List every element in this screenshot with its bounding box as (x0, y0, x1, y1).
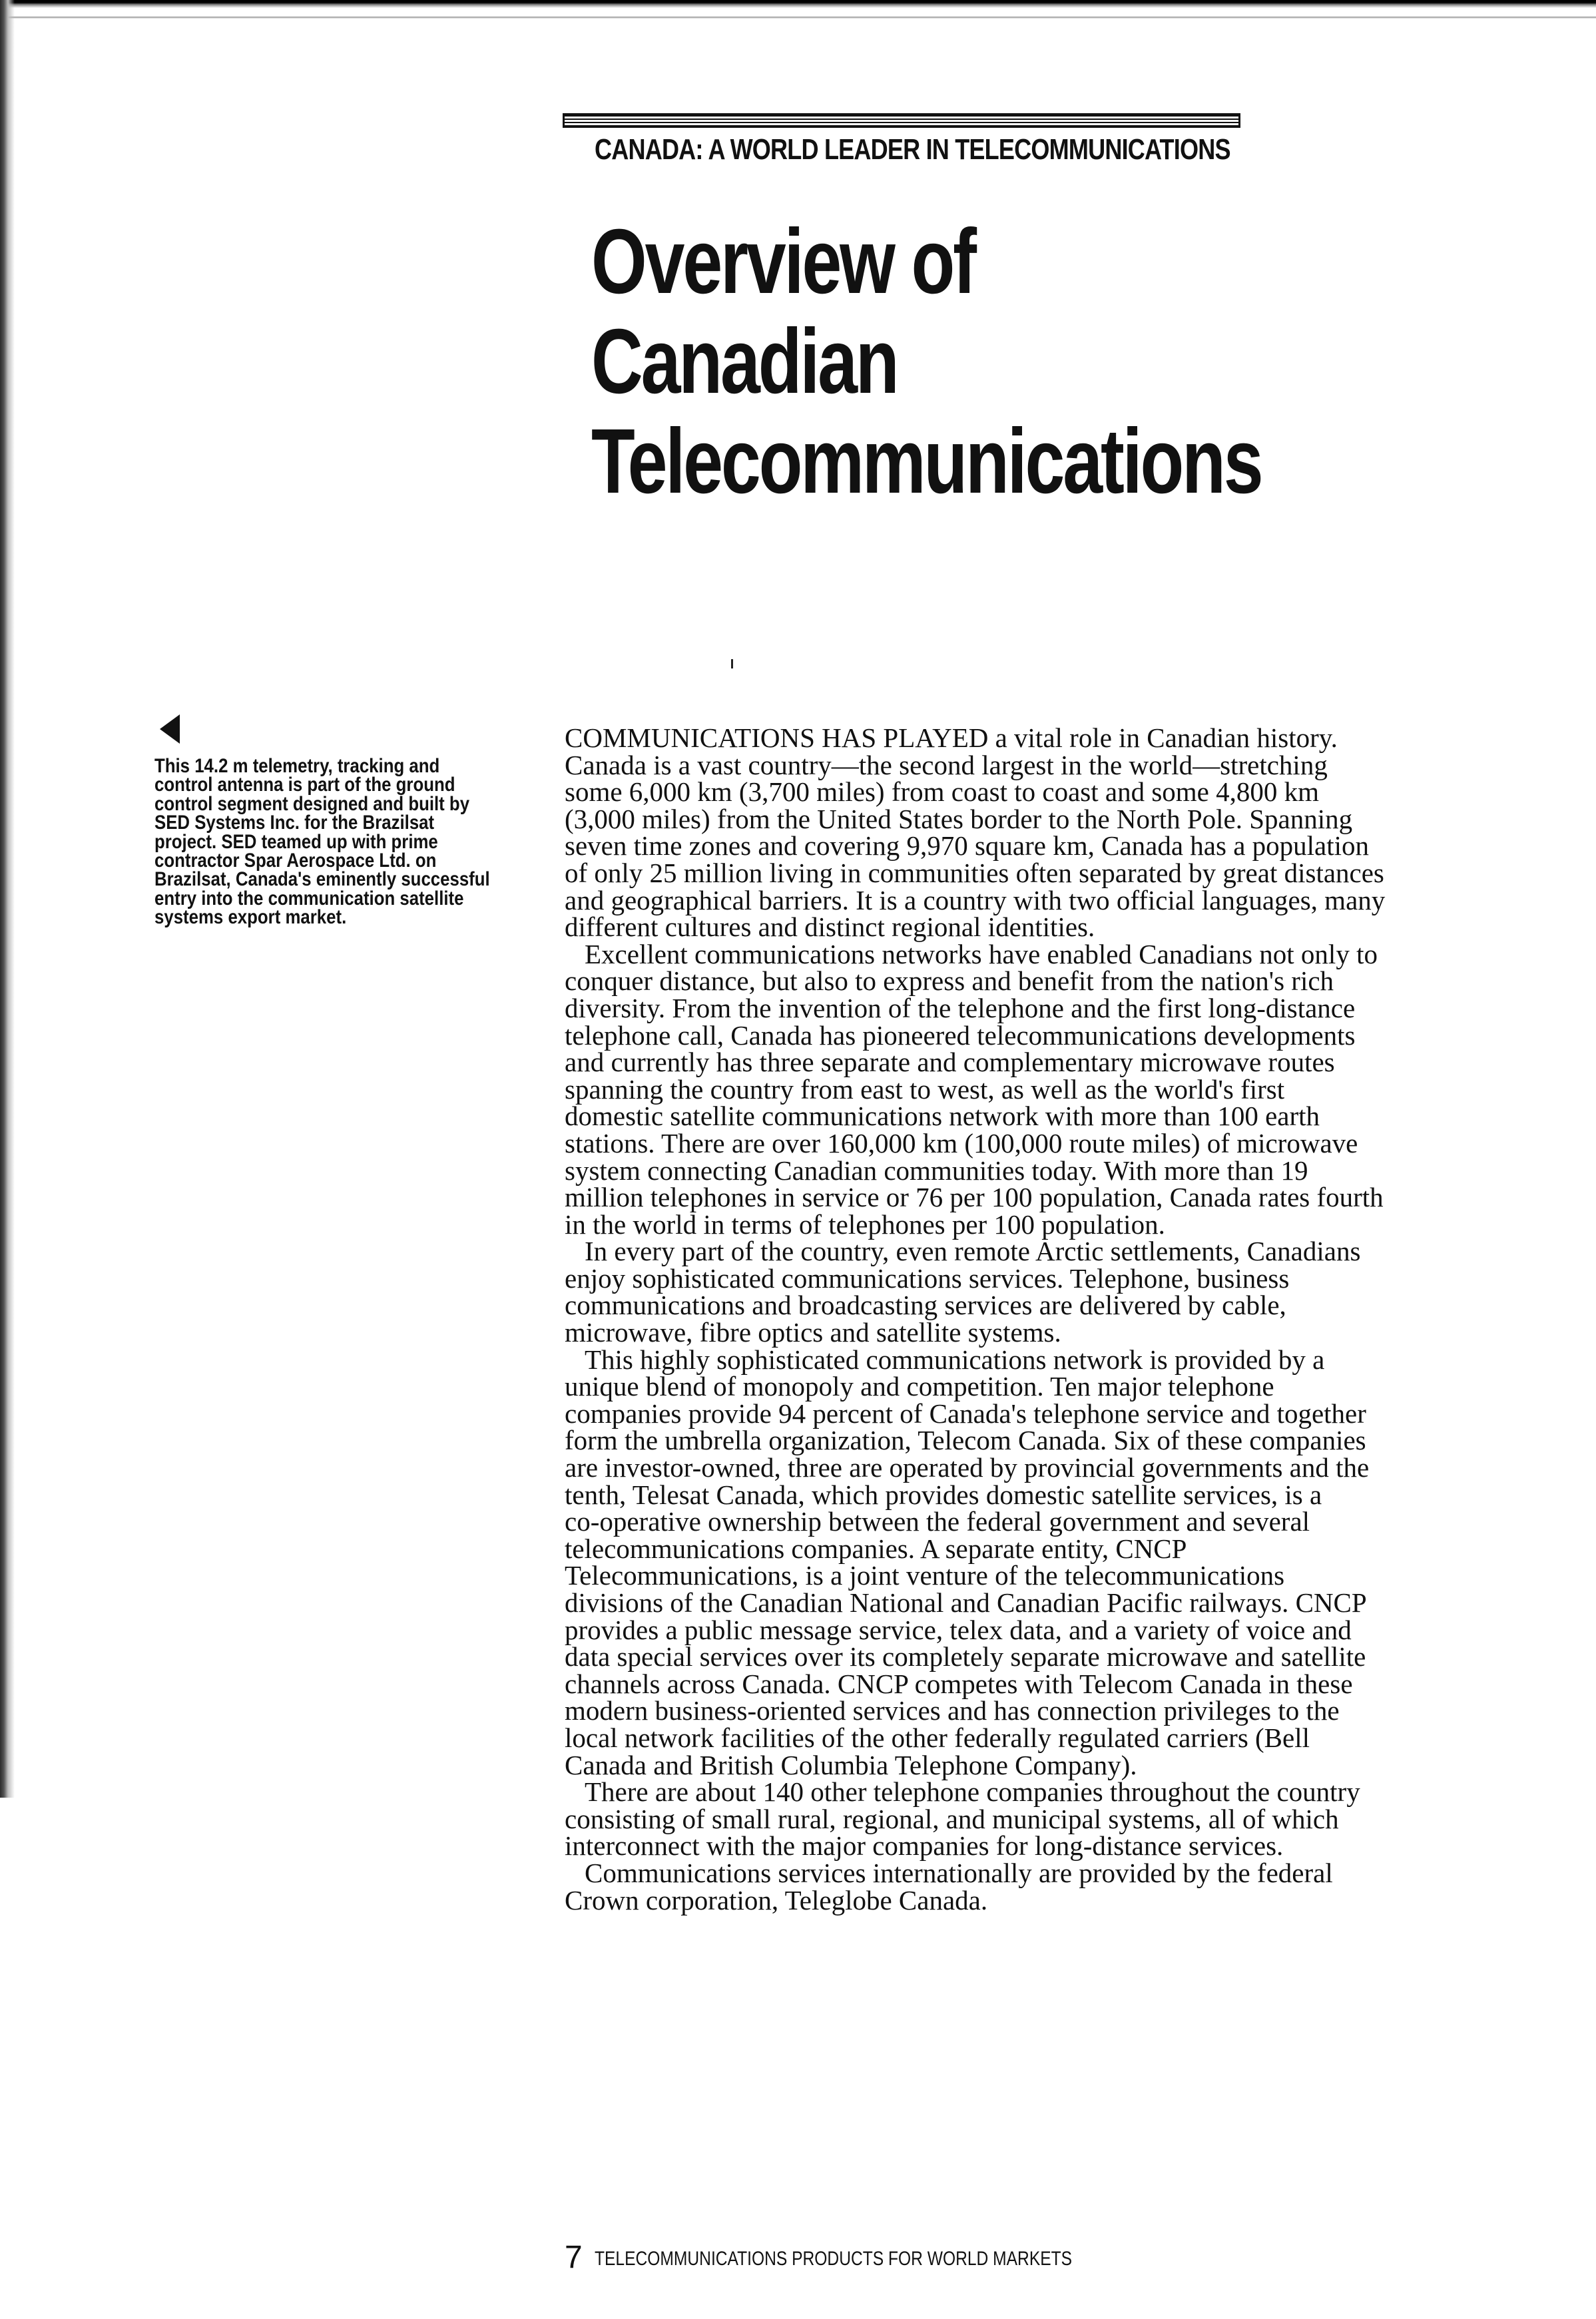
body-line: spanning the country from east to west, as well as the world's first (565, 1073, 1285, 1105)
body-line: conquer distance, but also to express and benefit from the nation's rich (565, 965, 1334, 997)
scan-edge (0, 0, 15, 1798)
body-line: and geographical barriers. It is a country with two official languages, many (565, 884, 1386, 915)
page-number: 7 (565, 2240, 583, 2275)
caption-line: systems export market. (154, 906, 347, 929)
body-line: In every part of the country, even remote Arctic settlements, Canadians (585, 1236, 1361, 1267)
body-line: form the umbrella organization, Telecom Canada. Six of these companies (565, 1425, 1366, 1456)
caption-line: entry into the communication satellite (154, 887, 464, 909)
body-line: system connecting Canadian communities today. With more than 19 (565, 1155, 1308, 1186)
body-line: modern business-oriented services and has connection privileges to the (565, 1695, 1340, 1726)
body-line: of only 25 million living in communities often separated by great distances (565, 857, 1384, 888)
page-title (591, 212, 1262, 511)
body-line: provides a public message service, telex data, and a variety of voice and (565, 1614, 1352, 1645)
caption-line: contractor Spar Aerospace Ltd. on (154, 850, 437, 872)
body-line: unique blend of monopoly and competition. Ten major telephone (565, 1371, 1274, 1402)
footer-text: TELECOMMUNICATIONS PRODUCTS FOR WORLD MARKETS (594, 2248, 1072, 2270)
body-line: Telecommunications, is a joint venture of the telecommunications (565, 1560, 1285, 1591)
body-line: tenth, Telesat Canada, which provides domestic satellite services, is a (565, 1479, 1322, 1510)
title-line: Canadian (591, 310, 898, 413)
body-line: data special services over its completely separate microwave and satellite (565, 1641, 1366, 1673)
photo-caption (154, 757, 549, 927)
body-line: This highly sophisticated communications network is provided by a (585, 1344, 1325, 1375)
body-line: diversity. From the invention of the telephone and the first long-distance (565, 992, 1356, 1023)
body-line: Canada and British Columbia Telephone Company). (565, 1749, 1137, 1780)
stray-mark (731, 659, 733, 668)
body-line: million telephones in service or 76 per 100 population, Canada rates fourth (565, 1182, 1384, 1213)
body-line: are investor-owned, three are operated by provincial governments and the (565, 1452, 1370, 1483)
body-line: telephone call, Canada has pioneered telecommunications developments (565, 1019, 1356, 1051)
body-line: COMMUNICATIONS HAS PLAYED a vital role in Canadian history. (565, 722, 1338, 753)
body-line: Crown corporation, Teleglobe Canada. (565, 1884, 988, 1916)
body-line: local network facilities of the other federally regulated carriers (Bell (565, 1722, 1310, 1753)
caption-line: Brazilsat, Canada's eminently successful (154, 868, 490, 891)
body-line: Excellent communications networks have enabled Canadians not only to (585, 938, 1378, 969)
body-line: different cultures and distinct regional identities. (565, 911, 1095, 943)
title-line: Overview of (591, 210, 975, 313)
caption-line: project. SED teamed up with prime (154, 830, 438, 853)
body-line: enjoy sophisticated communications services. Telephone, business (565, 1262, 1290, 1294)
body-line: Communications services internationally are provided by the federal (585, 1857, 1333, 1888)
body-line: There are about 140 other telephone companies throughout the country (585, 1776, 1360, 1808)
caption-line: This 14.2 m telemetry, tracking and (154, 755, 440, 777)
article-body (565, 724, 1510, 1914)
body-line: channels across Canada. CNCP competes with Telecom Canada in these (565, 1668, 1353, 1699)
body-line: (3,000 miles) from the United States border to the North Pole. Spanning (565, 803, 1353, 834)
body-line: communications and broadcasting services are delivered by cable, (565, 1290, 1286, 1321)
body-line: seven time zones and covering 9,970 square km, Canada has a population (565, 830, 1370, 862)
page-footer (565, 2239, 1177, 2276)
body-line: in the world in terms of telephones per 100 population. (565, 1208, 1165, 1240)
body-line: telecommunications companies. A separate entity, CNCP (565, 1533, 1187, 1564)
body-line: domestic satellite communications network with more than 100 earth (565, 1101, 1320, 1132)
body-line: companies provide 94 percent of Canada's telephone service and together (565, 1398, 1366, 1429)
body-line: divisions of the Canadian National and Canadian Pacific railways. CNCP (565, 1587, 1367, 1618)
caption-line: control segment designed and built by (154, 792, 470, 815)
caption-pointer-icon (160, 714, 180, 744)
body-line: stations. There are over 160,000 km (100,000 route miles) of microwave (565, 1127, 1358, 1159)
body-line: co-operative ownership between the federal government and several (565, 1506, 1310, 1537)
body-line: some 6,000 km (3,700 miles) from coast to coast and some 4,800 km (565, 776, 1320, 808)
body-line: interconnect with the major companies for long-distance services. (565, 1830, 1284, 1862)
top-rule (0, 0, 1596, 19)
body-line: Canada is a vast country—the second largest in the world—stretching (565, 749, 1328, 780)
caption-line: control antenna is part of the ground (154, 774, 455, 796)
body-line: microwave, fibre optics and satellite systems. (565, 1317, 1061, 1348)
body-line: and currently has three separate and complementary microwave routes (565, 1047, 1335, 1078)
caption-line: SED Systems Inc. for the Brazilsat (154, 812, 435, 834)
body-line: consisting of small rural, regional, and municipal systems, all of which (565, 1803, 1339, 1834)
title-line: Telecommunications (591, 410, 1262, 513)
kicker: CANADA: A WORLD LEADER IN TELECOMMUNICATIONS (595, 133, 1230, 166)
kicker-bar (563, 113, 1240, 128)
